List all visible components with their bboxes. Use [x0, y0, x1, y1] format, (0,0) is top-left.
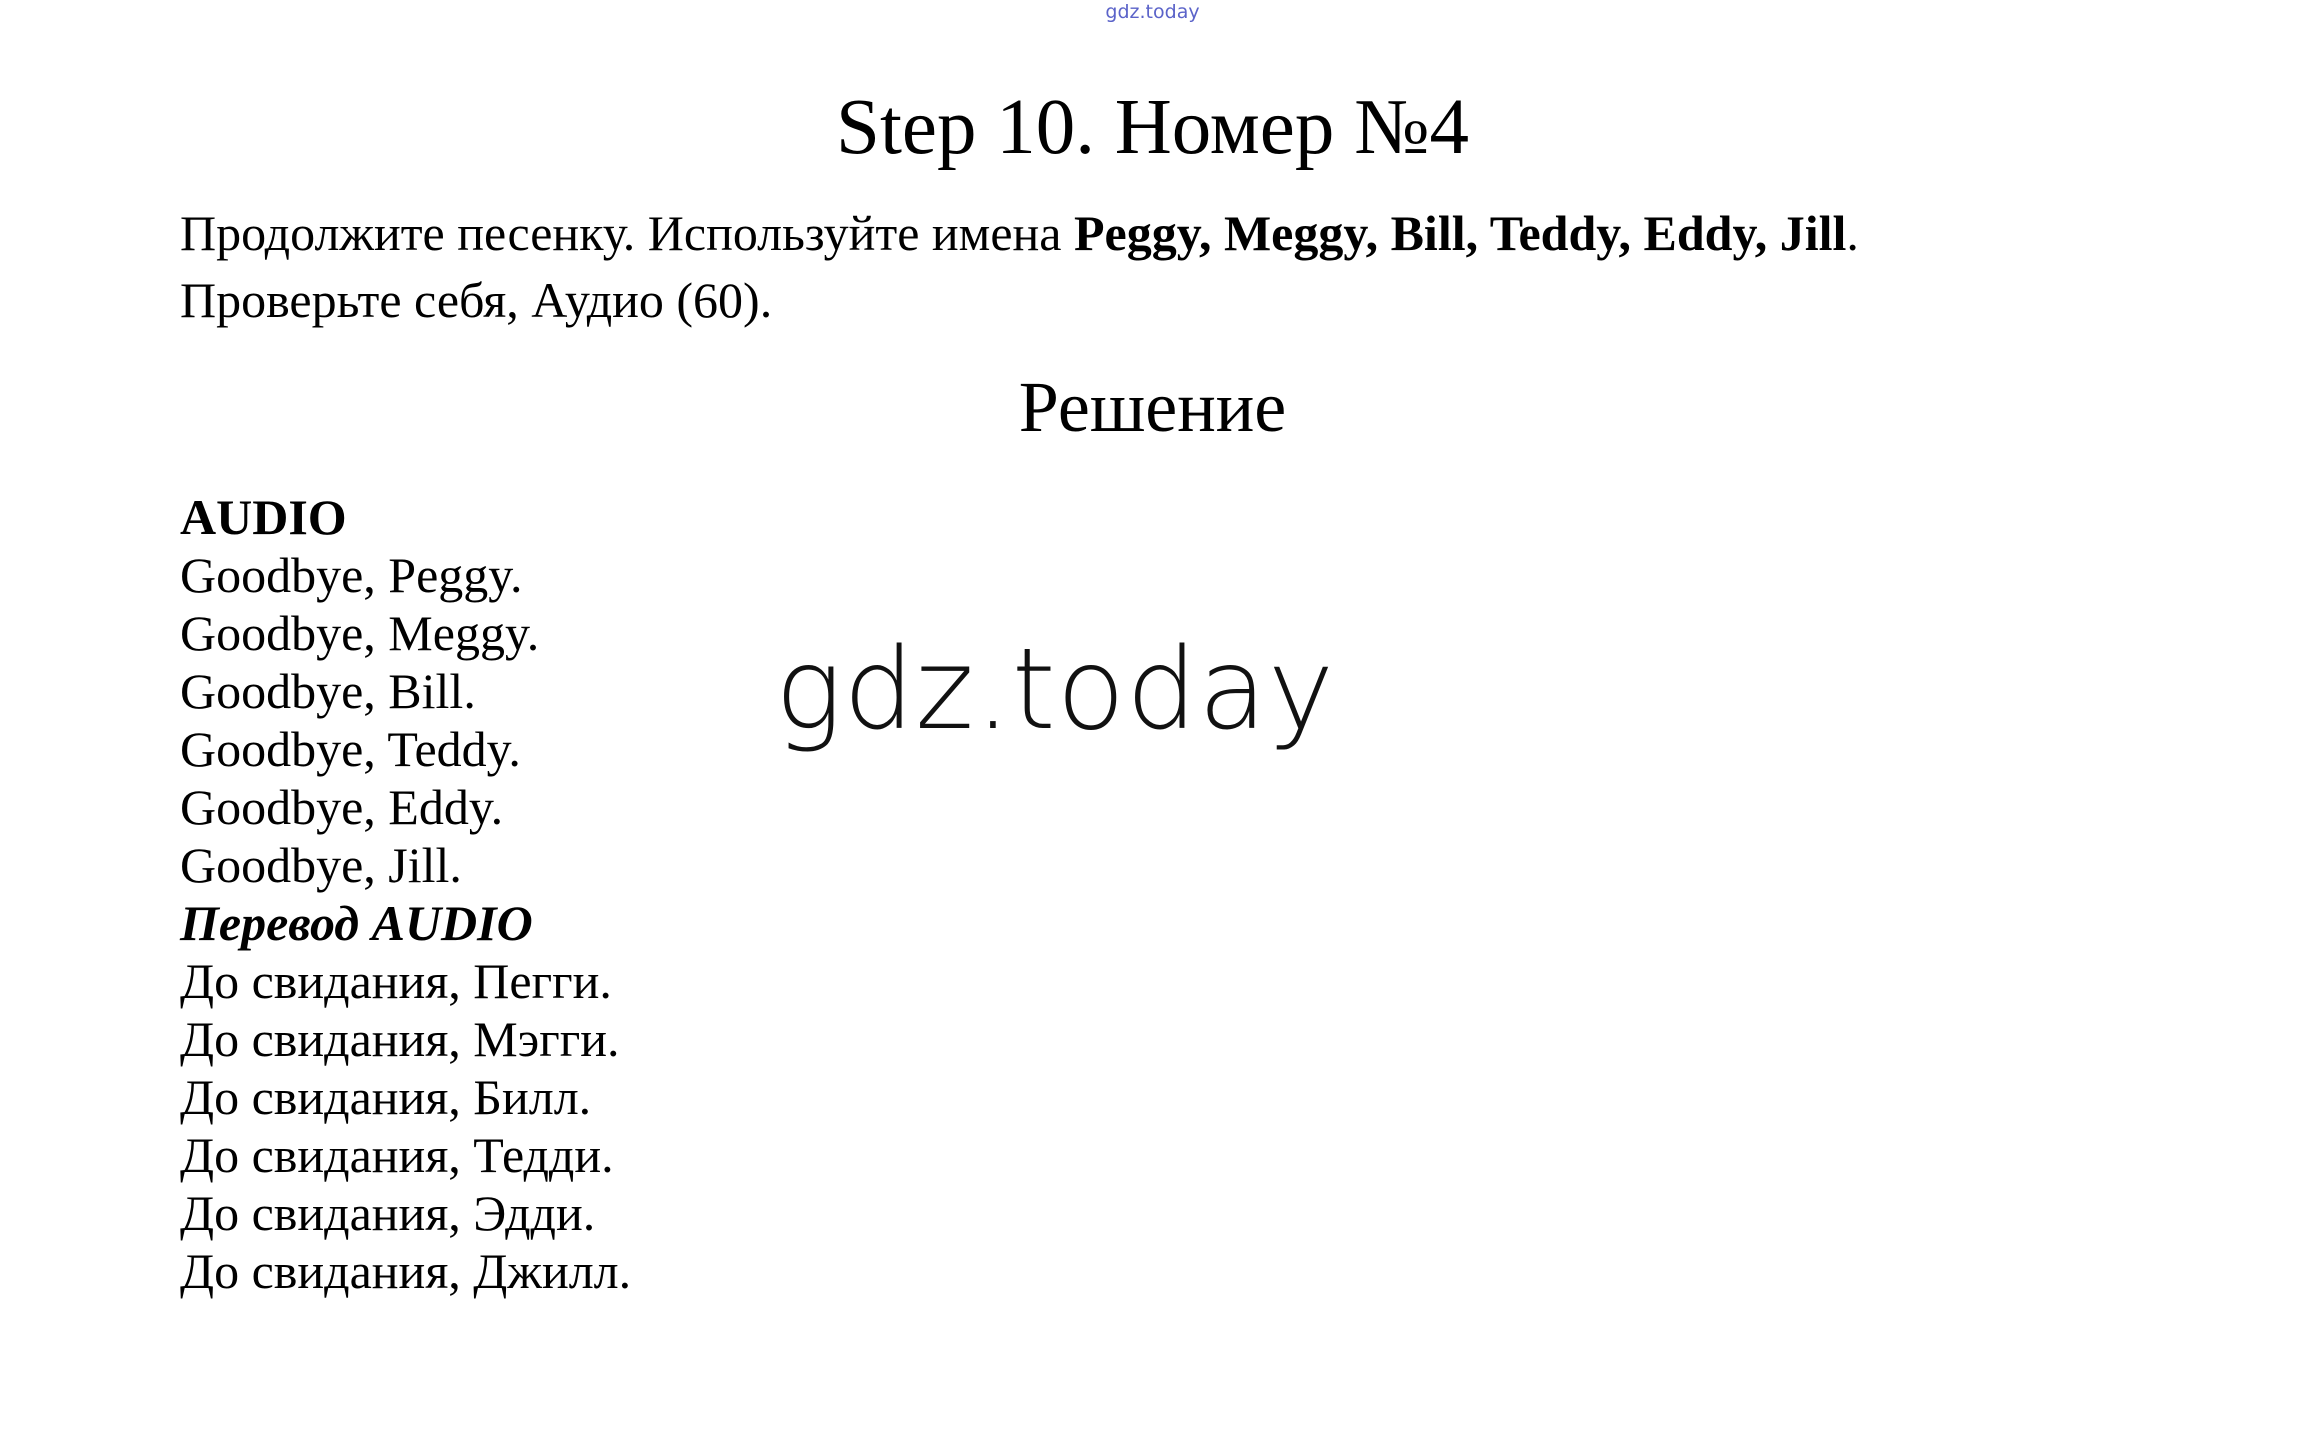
audio-line: Goodbye, Eddy.: [180, 779, 504, 835]
translation-line: До свидания, Пегги.: [180, 953, 612, 1009]
task-names: Peggy, Meggy, Bill, Teddy, Eddy, Jill: [1073, 205, 1847, 261]
solution-title: Решение: [1018, 367, 1287, 447]
task-period: .: [1846, 205, 1859, 261]
translation-line: До свидания, Билл.: [180, 1069, 592, 1125]
translation-line: До свидания, Джилл.: [180, 1243, 632, 1299]
task-line-2: Проверьте себя, Аудио (60).: [180, 272, 773, 328]
audio-line: Goodbye, Teddy.: [180, 721, 521, 777]
audio-heading: AUDIO: [180, 489, 347, 545]
task-instruction: Продолжите песенку. Используйте имена: [180, 205, 1074, 261]
translation-heading: Перевод AUDIO: [180, 895, 533, 951]
translation-line: До свидания, Эдди.: [180, 1185, 596, 1241]
audio-line: Goodbye, Bill.: [180, 663, 476, 719]
page-title: Step 10. Номер №4: [836, 84, 1469, 171]
task-text: [180, 200, 2180, 334]
audio-line: Goodbye, Meggy.: [180, 605, 540, 661]
task-line-1: [180, 200, 2180, 267]
audio-block: [180, 488, 631, 1300]
watermark-top: gdz.today: [1105, 1, 1200, 23]
audio-line: Goodbye, Jill.: [180, 837, 462, 893]
translation-line: До свидания, Тедди.: [180, 1127, 614, 1183]
audio-line: Goodbye, Peggy.: [180, 547, 523, 603]
translation-line: До свидания, Мэгги.: [180, 1011, 620, 1067]
watermark-center: gdz.today: [775, 625, 1336, 755]
